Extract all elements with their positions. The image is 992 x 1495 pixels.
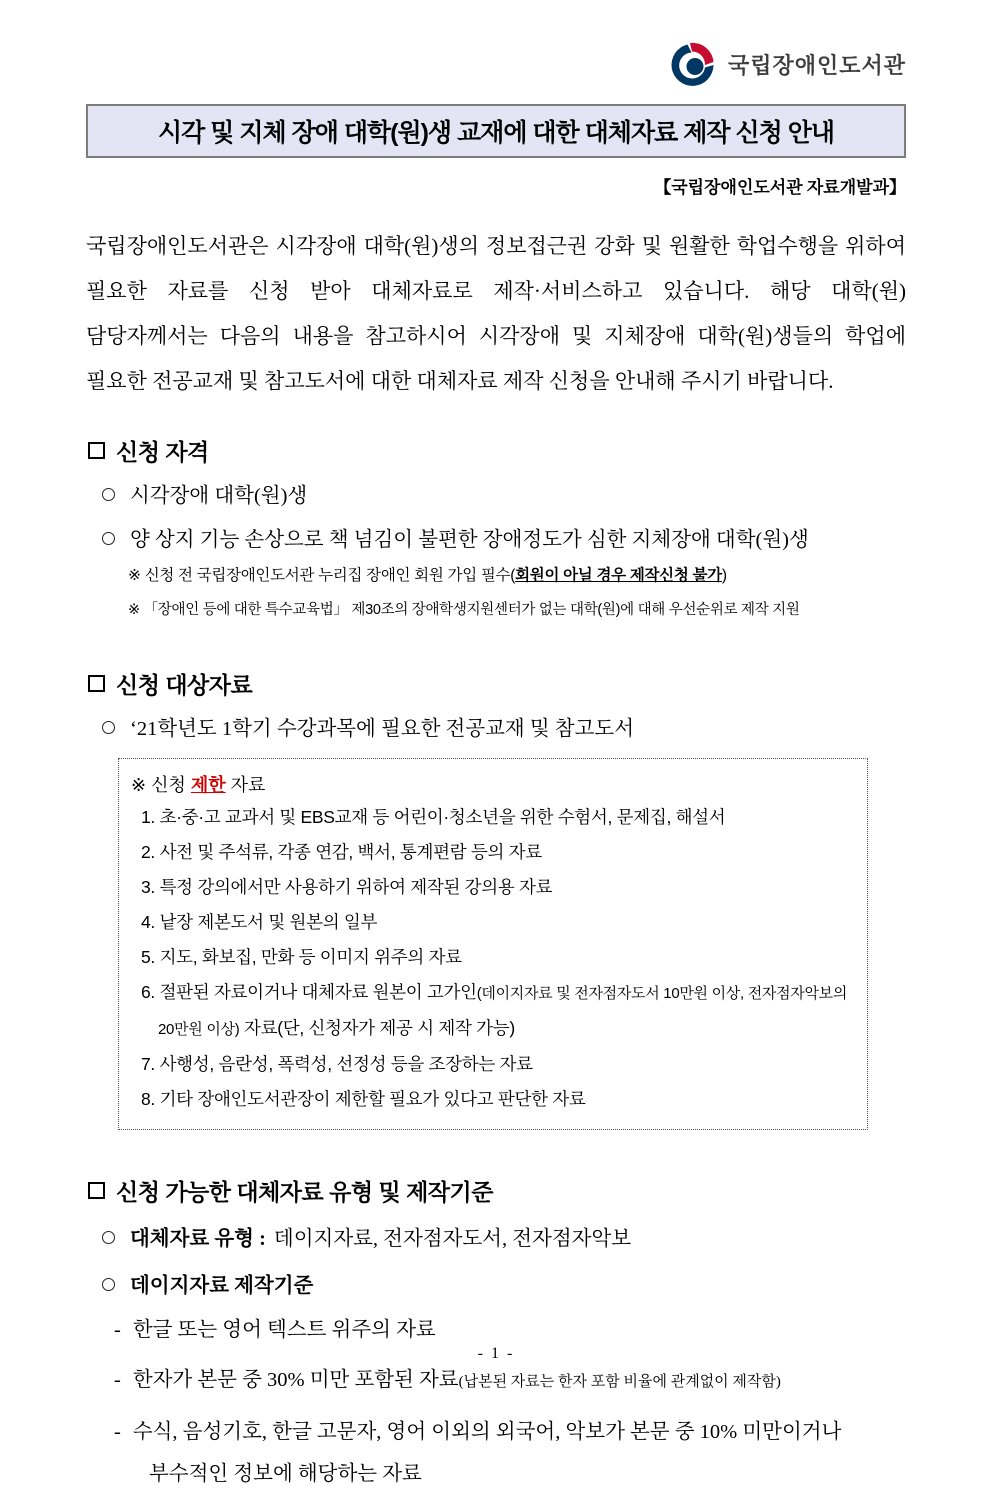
criteria-text-small: (납본된 자료는 한자 포함 비율에 관계없이 제작함) xyxy=(458,1374,781,1390)
item-number: 3. xyxy=(141,877,155,897)
list-item xyxy=(86,714,906,744)
dash-bullet: - xyxy=(114,1421,121,1443)
section-title: 신청 가능한 대체자료 유형 및 제작기준 xyxy=(116,1179,493,1205)
type-line xyxy=(86,1224,906,1254)
circle-bullet-icon xyxy=(102,1278,115,1291)
section-title: 신청 자격 xyxy=(116,439,209,465)
item-number: 7. xyxy=(141,1054,155,1074)
item-text: 기타 장애인도서관장이 제한할 필요가 있다고 판단한 자료 xyxy=(159,1089,586,1109)
list-item-text: 양 상지 기능 손상으로 책 넘김이 불편한 장애정도가 심한 지체장애 대학(원)생 xyxy=(130,529,809,551)
section-heading-types xyxy=(86,1174,906,1207)
restriction-item xyxy=(131,835,855,870)
item-text: 지도, 화보집, 만화 등 이미지 위주의 자료 xyxy=(159,947,462,967)
item-number: 1. xyxy=(141,807,155,827)
item-text-small: (데이지자료 및 전자점자도서 10만원 이상, 전자점자악보의 20만원 이상) xyxy=(158,985,848,1038)
dash-bullet: - xyxy=(114,1319,121,1341)
criteria-text: 수식, 음성기호, 한글 고문자, 영어 이외의 외국어, 악보가 본문 중 10% 미만이거나 부수적인 정보에 해당하는 자료 xyxy=(132,1421,842,1485)
government-emblem-icon xyxy=(668,42,718,86)
criteria-text: 한글 또는 영어 텍스트 위주의 자료 xyxy=(132,1319,436,1341)
item-text: 초·중·고 교과서 및 EBS교재 등 어린이·청소년을 위한 수험서, 문제집, 해설서 xyxy=(159,807,726,827)
type-value: 데이지자료, 전자점자도서, 전자점자악보 xyxy=(273,1228,632,1250)
restriction-item xyxy=(131,800,855,835)
item-text: 절판된 자료이거나 대체자료 원본이 고가인 xyxy=(159,982,477,1002)
criteria-item xyxy=(86,1359,906,1403)
restriction-box xyxy=(118,758,868,1130)
square-bullet-icon xyxy=(88,675,105,692)
daisy-criteria-heading xyxy=(86,1271,906,1301)
restriction-item xyxy=(131,1082,855,1117)
restriction-item xyxy=(131,975,855,1047)
item-number: 5. xyxy=(141,947,155,967)
circle-bullet-icon xyxy=(102,532,115,545)
daisy-label: 데이지자료 제작기준 xyxy=(130,1275,314,1297)
intro-paragraph: 국립장애인도서관은 시각장애 대학(원)생의 정보접근권 강화 및 원활한 학업수행을 위하여 필요한 자료를 신청 받아 대체자료로 제작·서비스하고 있습니다. 해당 대학(원) 담당자께서는 다음의 내용을 참고하시어 시각장애 및 지체장애 대학(원)생들의 학업에 필요한 전공교재 및 참고도서에 대한 대체자료 제작 신청을 안내해 주시기 바랍니다. xyxy=(86,234,906,393)
item-text: 사행성, 음란성, 폭력성, 선정성 등을 조장하는 자료 xyxy=(159,1054,533,1074)
heading-text: ※ 신청 xyxy=(131,775,191,795)
criteria-text: 한자가 본문 중 30% 미만 포함된 자료 xyxy=(132,1369,459,1391)
title-banner xyxy=(86,104,906,158)
item-number: 2. xyxy=(141,842,155,862)
note-law: ※ 「장애인 등에 대한 특수교육법」 제30조의 장애학생지원센터가 없는 대학(원)에 대해 우선순위로 제작 지원 xyxy=(128,602,800,618)
heading-text: 자료 xyxy=(225,775,266,795)
circle-bullet-icon xyxy=(102,1231,115,1244)
criteria-item xyxy=(86,1411,906,1495)
item-text: 낱장 제본도서 및 원본의 일부 xyxy=(159,912,378,932)
section-heading-target xyxy=(86,667,906,700)
restriction-box-heading xyxy=(131,770,855,800)
item-number: 6. xyxy=(141,982,155,1002)
department-label: 【국립장애인도서관 자료개발과】 xyxy=(654,178,906,197)
list-item xyxy=(86,481,906,511)
item-number: 4. xyxy=(141,912,155,932)
logo-text: 국립장애인도서관 xyxy=(727,52,906,78)
section-title: 신청 대상자료 xyxy=(116,672,253,698)
dash-bullet: - xyxy=(114,1369,121,1391)
square-bullet-icon xyxy=(88,442,105,459)
circle-bullet-icon xyxy=(102,721,115,734)
note-text: ※ 신청 전 국립장애인도서관 누리집 장애인 회원 가입 필수( xyxy=(128,567,516,584)
list-item-text: ‘21학년도 1학기 수강과목에 필요한 전공교재 및 참고도서 xyxy=(130,718,634,740)
section-heading-qualification xyxy=(86,434,906,467)
item-text: 특정 강의에서만 사용하기 위하여 제작된 강의용 자료 xyxy=(159,877,553,897)
note-text: ) xyxy=(721,567,727,584)
item-number: 8. xyxy=(141,1089,155,1109)
page-title: 시각 및 지체 장애 대학(원)생 교재에 대한 대체자료 제작 신청 안내 xyxy=(157,119,834,147)
restriction-item xyxy=(131,940,855,975)
item-text: 사전 및 주석류, 각종 연감, 백서, 통계편람 등의 자료 xyxy=(159,842,542,862)
logo xyxy=(86,36,906,92)
square-bullet-icon xyxy=(88,1182,105,1199)
heading-emphasis-red: 제한 xyxy=(190,775,226,795)
page-number: - 1 - xyxy=(477,1345,515,1362)
type-label: 대체자료 유형 : xyxy=(130,1228,266,1250)
note-membership xyxy=(86,563,906,589)
restriction-item xyxy=(131,905,855,940)
item-text: 자료(단, 신청자가 제공 시 제작 가능) xyxy=(239,1018,515,1038)
list-item xyxy=(86,525,906,555)
note-emphasis: 회원이 아닐 경우 제작신청 불가 xyxy=(515,567,722,584)
list-item-text: 시각장애 대학(원)생 xyxy=(130,485,308,507)
circle-bullet-icon xyxy=(102,488,115,501)
restriction-item xyxy=(131,1047,855,1082)
restriction-item xyxy=(131,870,855,905)
